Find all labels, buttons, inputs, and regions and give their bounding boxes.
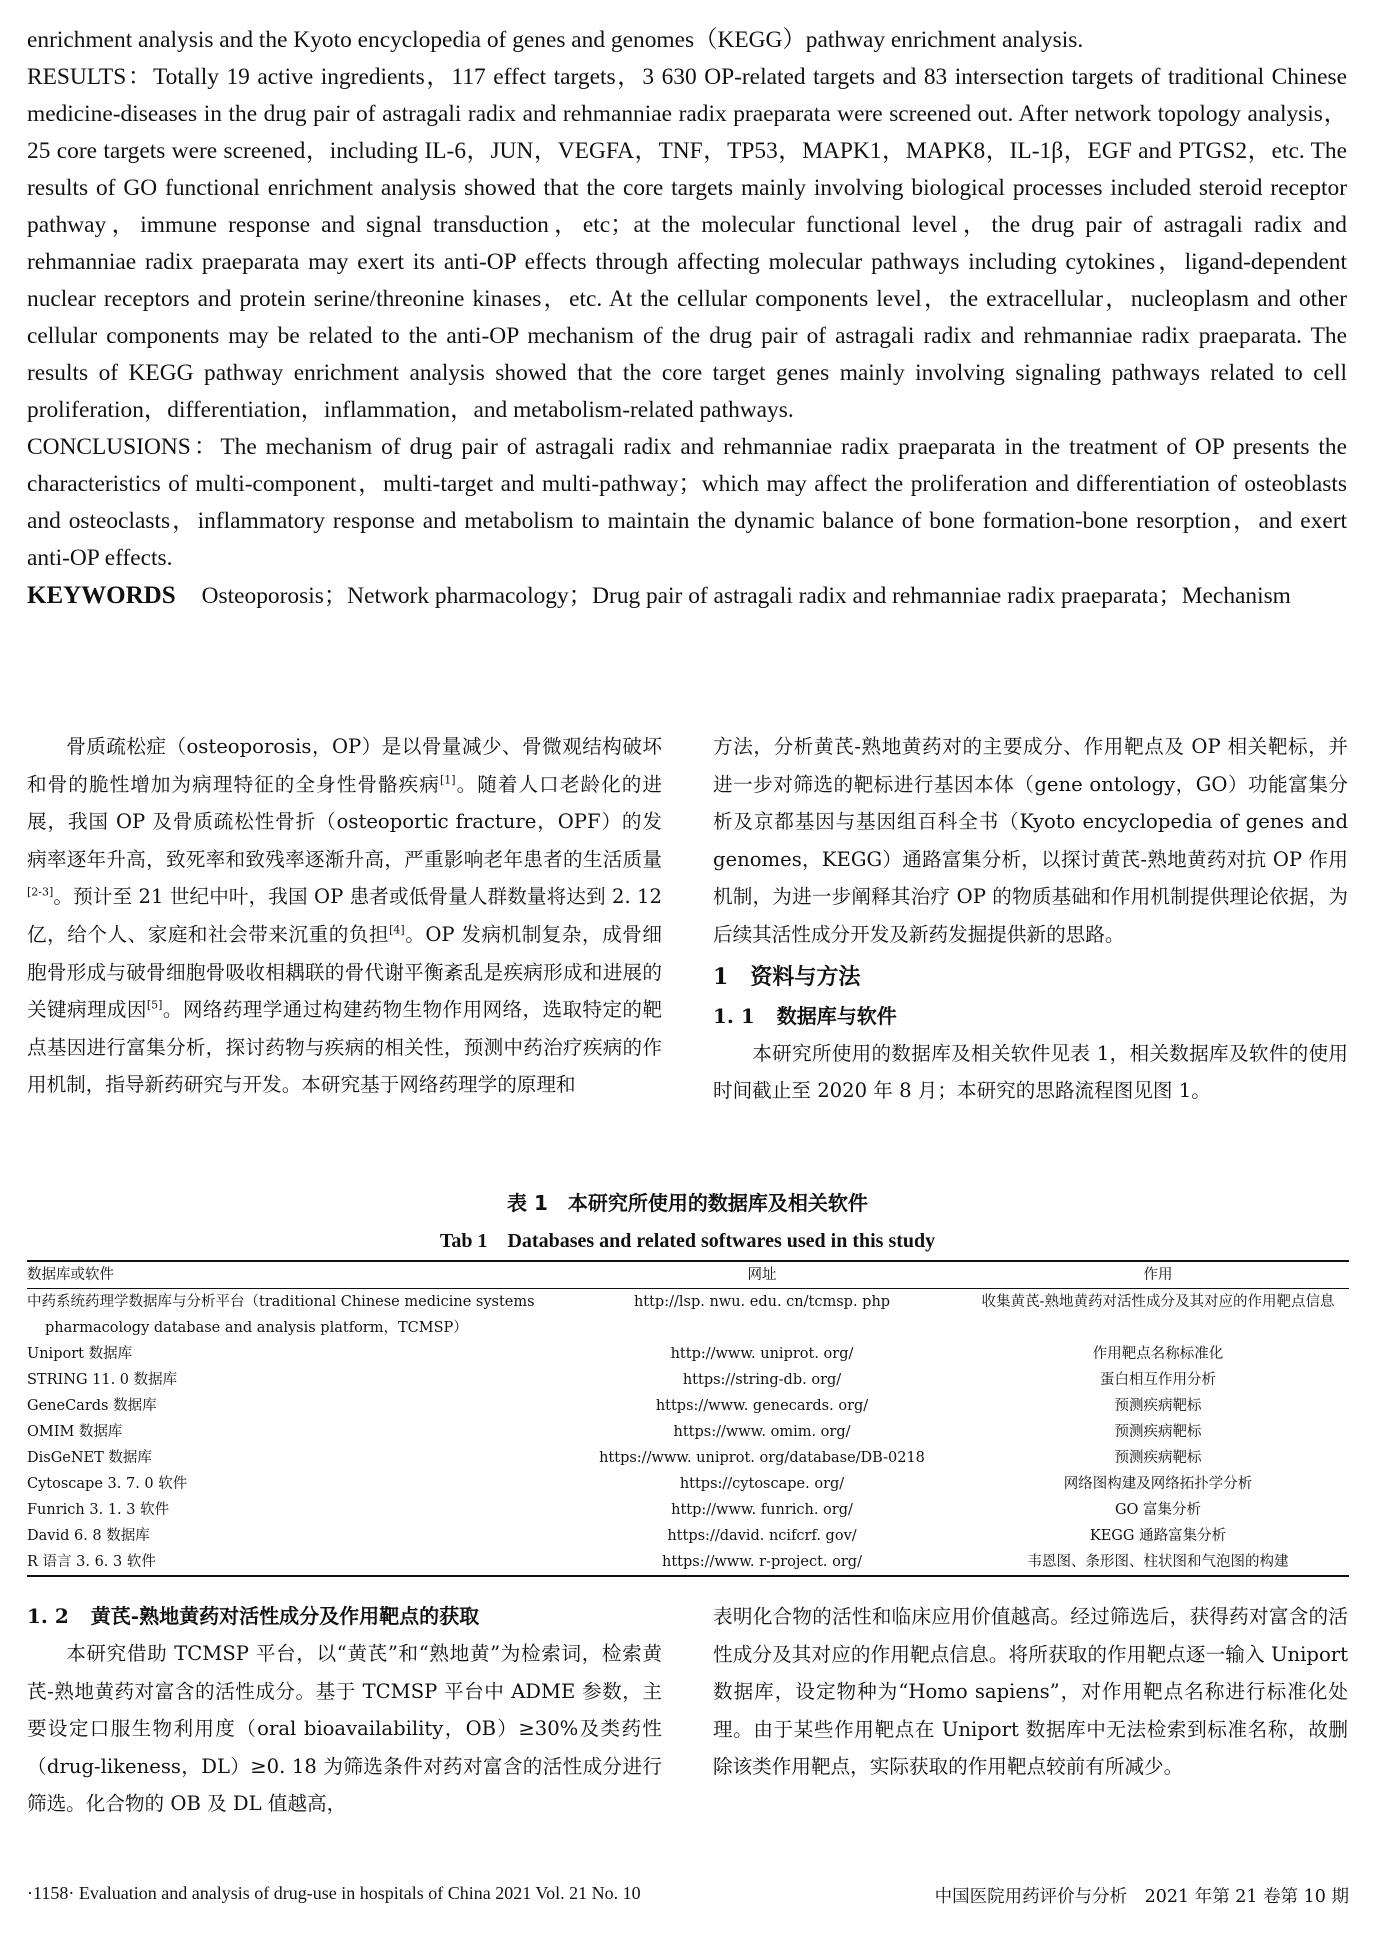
cell-use: KEGG 通路富集分析 bbox=[1089, 1528, 1227, 1544]
citation-ref: [5] bbox=[146, 998, 163, 1012]
cell-name-line2: pharmacology database and analysis platform，TCMSP） bbox=[45, 1320, 468, 1336]
footer-journal-cn: 中国医院用药评价与分析 2021 年第 21 卷第 10 期 bbox=[934, 1887, 1349, 1907]
intro-text-a: 骨质疏松症（osteoporosis，OP）是以骨量减少、骨微观结构破坏和骨的脆性增加为病理特征的全身性骨骼疾病 bbox=[27, 735, 662, 796]
cell-name: STRING 11. 0 数据库 bbox=[27, 1372, 178, 1388]
cell-url: https://string-db. org/ bbox=[682, 1372, 842, 1388]
section-1-1-heading bbox=[713, 998, 1348, 1035]
citation-ref: [4] bbox=[389, 923, 405, 937]
cell-use: 作用靶点名称标准化 bbox=[1092, 1346, 1224, 1362]
table-row bbox=[27, 1341, 1349, 1367]
cell-name-line1: 中药系统药理学数据库与分析平台（traditional Chinese medicine systems bbox=[27, 1294, 535, 1310]
cell-name: Funrich 3. 1. 3 软件 bbox=[27, 1502, 170, 1518]
table-row bbox=[27, 1497, 1349, 1523]
cell-name: GeneCards 数据库 bbox=[27, 1398, 157, 1414]
cell-name: DisGeNET 数据库 bbox=[27, 1450, 152, 1466]
cell-name bbox=[27, 1289, 557, 1342]
table-header-row bbox=[27, 1261, 1349, 1289]
cell-url: https://www. uniprot. org/database/DB-0218 bbox=[599, 1450, 925, 1466]
section-1-2-text-b: 表明化合物的活性和临床应用价值越高。经过筛选后，获得药对富含的活性成分及其对应的作用靶点信息。将所获取的作用靶点逐一输入 Uniport 数据库，设定物种为“Homo sapiens”，对作用靶点名称进行标准化处理。由于某些作用靶点在 Uniport 数据库中无法检索到标准名称，故删除该类作用靶点，实际获取的作用靶点较前有所减少。 bbox=[713, 1605, 1348, 1779]
cell-use: 预测疾病靶标 bbox=[1114, 1424, 1202, 1440]
cell-use: 蛋白相互作用分析 bbox=[1100, 1372, 1216, 1388]
table-row bbox=[27, 1367, 1349, 1393]
table-row bbox=[27, 1419, 1349, 1445]
section-1-2-right bbox=[713, 1598, 1348, 1786]
citation-ref: [2-3] bbox=[27, 885, 54, 899]
cell-use: GO 富集分析 bbox=[1114, 1502, 1202, 1518]
abstract-conclusions: CONCLUSIONS：The mechanism of drug pair of astragali radix and rehmanniae radix praeparata in the treatment of OP presents the characteristics of multi-component，multi-target and multi-pathway；which may affect the proliferation and differentiation of osteoblasts and osteoclasts，inflammatory response and metabolism to maintain the dynamic balance of bone formation-bone resorption，and exert anti-OP effects. bbox=[27, 434, 1347, 571]
cell-url: https://www. r-project. org/ bbox=[662, 1554, 862, 1570]
table-row bbox=[27, 1523, 1349, 1549]
citation-ref: [1] bbox=[439, 773, 456, 787]
cell-use: 收集黄芪-熟地黄药对活性成分及其对应的作用靶点信息 bbox=[981, 1294, 1335, 1310]
keywords-text: Osteoporosis；Network pharmacology；Drug pair of astragali radix and rehmanniae radix praeparata；Mechanism bbox=[201, 583, 1291, 609]
cell-url: http://lsp. nwu. edu. cn/tcmsp. php bbox=[633, 1294, 891, 1310]
cell-url: https://www. omim. org/ bbox=[673, 1424, 851, 1440]
intro-column-right bbox=[713, 728, 1348, 1110]
subsection-title: 黄芪-熟地黄药对活性成分及作用靶点的获取 bbox=[90, 1604, 480, 1628]
intro-text-c: 。预计至 21 世纪中叶，我国 OP 患者或低骨量人群数量将达到 2. 12 亿，给个人、家庭和社会带来沉重的负担 bbox=[27, 885, 662, 946]
cell-url: http://www. funrich. org/ bbox=[671, 1502, 853, 1518]
intro-continuation: 方法，分析黄芪-熟地黄药对的主要成分、作用靶点及 OP 相关靶标，并进一步对筛选的靶标进行基因本体（gene ontology，GO）功能富集分析及京都基因与基因组百科全书（Kyoto encyclopedia of genes and genomes，KEGG）通路富集分析，以探讨黄芪-熟地黄药对抗 OP 作用机制，为进一步阐释其治疗 OP 的物质基础和作用机制提供理论依据，为后续其活性成分开发及新药发掘提供新的思路。 bbox=[713, 735, 1348, 946]
abstract-keywords bbox=[27, 577, 1347, 615]
section-1-2-text-a: 本研究借助 TCMSP 平台，以“黄芪”和“熟地黄”为检索词，检索黄芪-熟地黄药对富含的活性成分。基于 TCMSP 平台中 ADME 参数，主要设定口服生物利用度（oral bioavailability，OB）≥30%及类药性（drug-likeness，DL）≥0. 18 为筛选条件对药对富含的活性成分进行筛选。化合物的 OB 及 DL 值越高， bbox=[27, 1642, 662, 1816]
intro-column-left bbox=[27, 728, 662, 1104]
cell-url: https://david. ncifcrf. gov/ bbox=[667, 1528, 857, 1544]
intro-text-b: 。随着人口老龄化的进展，我国 OP 及骨质疏松性骨折（osteoportic fracture，OPF）的发病率逐年升高，致死率和致残率逐渐升高，严重影响老年患者的生活质量 bbox=[27, 772, 662, 871]
intro-paragraph bbox=[27, 728, 662, 1104]
header-url: 网址 bbox=[557, 1261, 967, 1289]
table-row bbox=[27, 1289, 1349, 1342]
table-row bbox=[27, 1445, 1349, 1471]
cell-url: https://www. genecards. org/ bbox=[655, 1398, 869, 1414]
cell-name: Uniport 数据库 bbox=[27, 1346, 133, 1362]
databases-table bbox=[27, 1260, 1349, 1577]
cell-use: 预测疾病靶标 bbox=[1114, 1398, 1202, 1414]
subsection-number: 1. 2 bbox=[27, 1604, 69, 1628]
cell-use: 韦恩图、条形图、柱状图和气泡图的构建 bbox=[1027, 1554, 1289, 1570]
section-1-2-left bbox=[27, 1598, 662, 1823]
header-name: 数据库或软件 bbox=[27, 1261, 557, 1289]
table-row bbox=[27, 1471, 1349, 1497]
footer-journal-en: ·1158· Evaluation and analysis of drug-use in hospitals of China 2021 Vol. 21 No. 10 bbox=[27, 1883, 641, 1903]
abstract bbox=[27, 22, 1347, 615]
cell-use: 预测疾病靶标 bbox=[1114, 1450, 1202, 1466]
intro-text-e: 。网络药理学通过构建药物生物作用网络，选取特定的靶点基因进行富集分析，探讨药物与疾病的相关性，预测中药治疗疾病的作用机制，指导新药研究与开发。本研究基于网络药理学的原理和 bbox=[27, 998, 663, 1097]
cell-use: 网络图构建及网络拓扑学分析 bbox=[1063, 1476, 1253, 1492]
header-use: 作用 bbox=[967, 1261, 1349, 1289]
section-number: 1 bbox=[713, 963, 729, 990]
intro-text-d: 。OP 发病机制复杂，成骨细胞骨形成与破骨细胞骨吸收相耦联的骨代谢平衡紊乱是疾病形成和进展的关键病理成因 bbox=[27, 922, 662, 1022]
cell-url: http://www. uniprot. org/ bbox=[670, 1346, 854, 1362]
cell-name: R 语言 3. 6. 3 软件 bbox=[27, 1554, 156, 1570]
section-title: 资料与方法 bbox=[750, 963, 861, 990]
cell-name: Cytoscape 3. 7. 0 软件 bbox=[27, 1476, 188, 1492]
cell-name: David 6. 8 数据库 bbox=[27, 1528, 150, 1544]
cell-name: OMIM 数据库 bbox=[27, 1424, 123, 1440]
table-caption-cn: 表 1 本研究所使用的数据库及相关软件 bbox=[507, 1191, 868, 1215]
cell-url: https://cytoscape. org/ bbox=[679, 1476, 845, 1492]
table-caption-en: Tab 1 Databases and related softwares used in this study bbox=[439, 1230, 936, 1252]
section-1-2-heading bbox=[27, 1598, 662, 1635]
table-row bbox=[27, 1393, 1349, 1419]
subsection-title: 数据库与软件 bbox=[776, 1003, 897, 1028]
subsection-number: 1. 1 bbox=[713, 1003, 755, 1028]
section-1-1-text: 本研究所使用的数据库及相关软件见表 1，相关数据库及软件的使用时间截止至 2020 年 8 月；本研究的思路流程图见图 1。 bbox=[713, 1041, 1348, 1103]
abstract-results: RESULTS：Totally 19 active ingredients，117 effect targets，3 630 OP-related targets and 83 intersection targets of traditional Chinese medicine-diseases in the drug pair of astragali radix and rehmanniae radix praeparata were screened out. After network topology analysis，25 core targets were screened，including IL-6，JUN，VEGFA，TNF，TP53，MAPK1，MAPK8，IL-1β，EGF and PTGS2，etc. The results of GO functional enrichment analysis showed that the core targets mainly involving biological processes included steroid receptor pathway，immune response and signal transduction，etc；at the molecular functional level，the drug pair of astragali radix and rehmanniae radix praeparata may exert its anti-OP effects through affecting molecular pathways including cytokines，ligand-dependent nuclear receptors and protein serine/threonine kinases，etc. At the cellular components level，the extracellular，nucleoplasm and other cellular components may be related to the anti-OP mechanism of the drug pair of astragali radix and rehmanniae radix praeparata. The results of KEGG pathway enrichment analysis showed that the core target genes mainly involving signaling pathways related to cell proliferation，differentiation，inflammation，and metabolism-related pathways. bbox=[27, 64, 1347, 423]
section-1-heading bbox=[713, 956, 1348, 998]
abstract-intro: enrichment analysis and the Kyoto encyclopedia of genes and genomes（KEGG）pathway enrichment analysis. bbox=[27, 27, 1084, 53]
table-row bbox=[27, 1549, 1349, 1576]
keywords-label: KEYWORDS bbox=[27, 582, 176, 609]
